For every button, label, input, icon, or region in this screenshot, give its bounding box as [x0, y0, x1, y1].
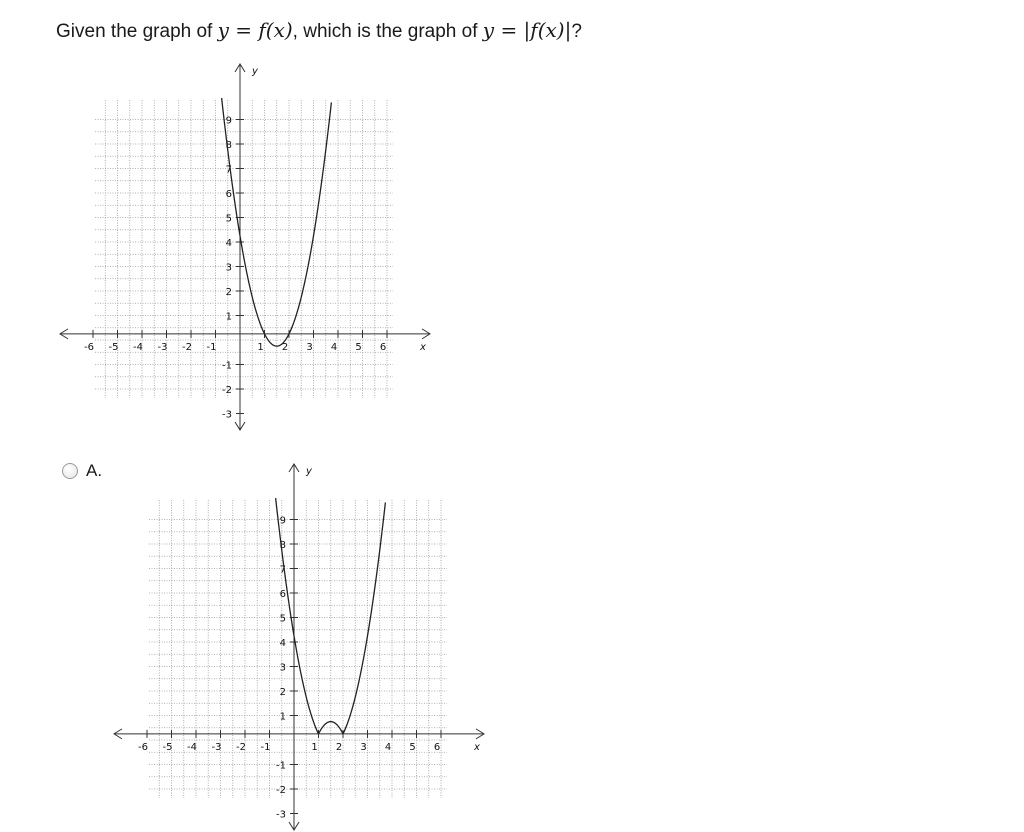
main-graph-x-tick-label: -2: [182, 341, 192, 353]
option-a-graph-x-tick-label: -6: [138, 741, 148, 753]
main-graph-x-tick-label: 1: [257, 341, 264, 353]
option-a-label: A.: [86, 461, 103, 480]
option-a-graph-x-tick-label: -3: [211, 741, 222, 753]
question-prefix: Given the graph of: [56, 21, 213, 42]
main-graph-x-tick-label: -5: [108, 341, 119, 353]
option-a-graph-y-tick-label: 5: [279, 613, 286, 625]
option-a-graph-y-tick-label: 9: [279, 515, 286, 527]
main-graph-y-tick-label: 4: [225, 238, 232, 249]
main-graph-y-axis-label: y: [252, 66, 258, 77]
main-graph-x-tick-label: 4: [330, 341, 338, 353]
option-a-graph-x-tick-label: -4: [187, 741, 197, 753]
target-function: y = |f(x)|: [482, 18, 572, 42]
option-a-graph-y-tick-label: -1: [276, 760, 286, 772]
main-graph-y-tick-label: -3: [222, 409, 232, 421]
given-function-graph: [52, 56, 442, 436]
main-graph-y-tick-label: 6: [225, 189, 232, 200]
main-graph-y-tick-label: 2: [225, 287, 232, 298]
main-graph-x-tick-label: -3: [157, 341, 168, 353]
main-graph-y-tick-label: 9: [225, 115, 232, 127]
main-graph-x-tick-label: 6: [379, 341, 387, 353]
option-a-graph-y-tick-label: -2: [276, 785, 286, 796]
option-a-graph-x-tick-label: 5: [409, 741, 416, 753]
main-graph-x-tick-label: -6: [84, 341, 94, 353]
main-graph-x-tick-label: 2: [281, 341, 289, 353]
option-a-graph-x-tick-label: 3: [360, 741, 367, 753]
option-a-graph-x-tick-label: -2: [236, 741, 246, 753]
main-graph-x-tick-label: -4: [133, 341, 143, 353]
main-graph-y-tick-label: 8: [225, 140, 232, 151]
option-a-graph-x-tick-label: 1: [311, 741, 318, 753]
option-a-graph-y-tick-label: 6: [279, 589, 286, 600]
main-graph-y-tick-label: 7: [225, 164, 232, 176]
option-a-graph-y-tick-label: 2: [279, 687, 286, 698]
option-a-graph-y-tick-label: 3: [279, 662, 286, 674]
option-a-radio[interactable]: [62, 463, 78, 479]
question-text: [56, 18, 582, 43]
main-graph-y-tick-label: -1: [222, 360, 232, 372]
option-a[interactable]: [62, 461, 102, 481]
option-a-graph-y-axis-label: y: [306, 466, 312, 477]
option-a-graph-x-axis-label: x: [474, 741, 480, 753]
option-a-graph-x-tick-label: 4: [384, 741, 392, 753]
main-graph-y-tick-label: -2: [222, 385, 232, 396]
given-function: y = f(x): [217, 18, 293, 42]
main-graph-y-tick-label: 3: [225, 262, 232, 274]
main-graph-x-tick-label: -1: [206, 341, 217, 353]
option-a-graph-x-tick-label: 6: [433, 741, 441, 753]
question-middle: , which is the graph of: [292, 21, 478, 42]
option-a-graph-x-tick-label: -5: [162, 741, 173, 753]
option-a-graph-y-tick-label: 8: [279, 540, 286, 551]
main-graph-x-tick-label: 3: [306, 341, 313, 353]
main-graph-y-tick-label: 1: [225, 311, 232, 323]
option-a-graph: [106, 456, 496, 832]
option-a-graph-x-tick-label: 2: [335, 741, 343, 753]
main-graph-y-tick-label: 5: [225, 213, 232, 225]
option-a-graph-x-tick-label: -1: [260, 741, 271, 753]
option-a-graph-y-tick-label: 7: [279, 564, 286, 576]
question-suffix: ?: [571, 21, 582, 42]
option-a-graph-y-tick-label: 1: [279, 711, 286, 723]
option-a-graph-y-tick-label: -3: [276, 809, 286, 821]
main-graph-x-tick-label: 5: [355, 341, 362, 353]
main-graph-x-axis-label: x: [420, 341, 426, 353]
option-a-graph-y-tick-label: 4: [279, 638, 286, 649]
